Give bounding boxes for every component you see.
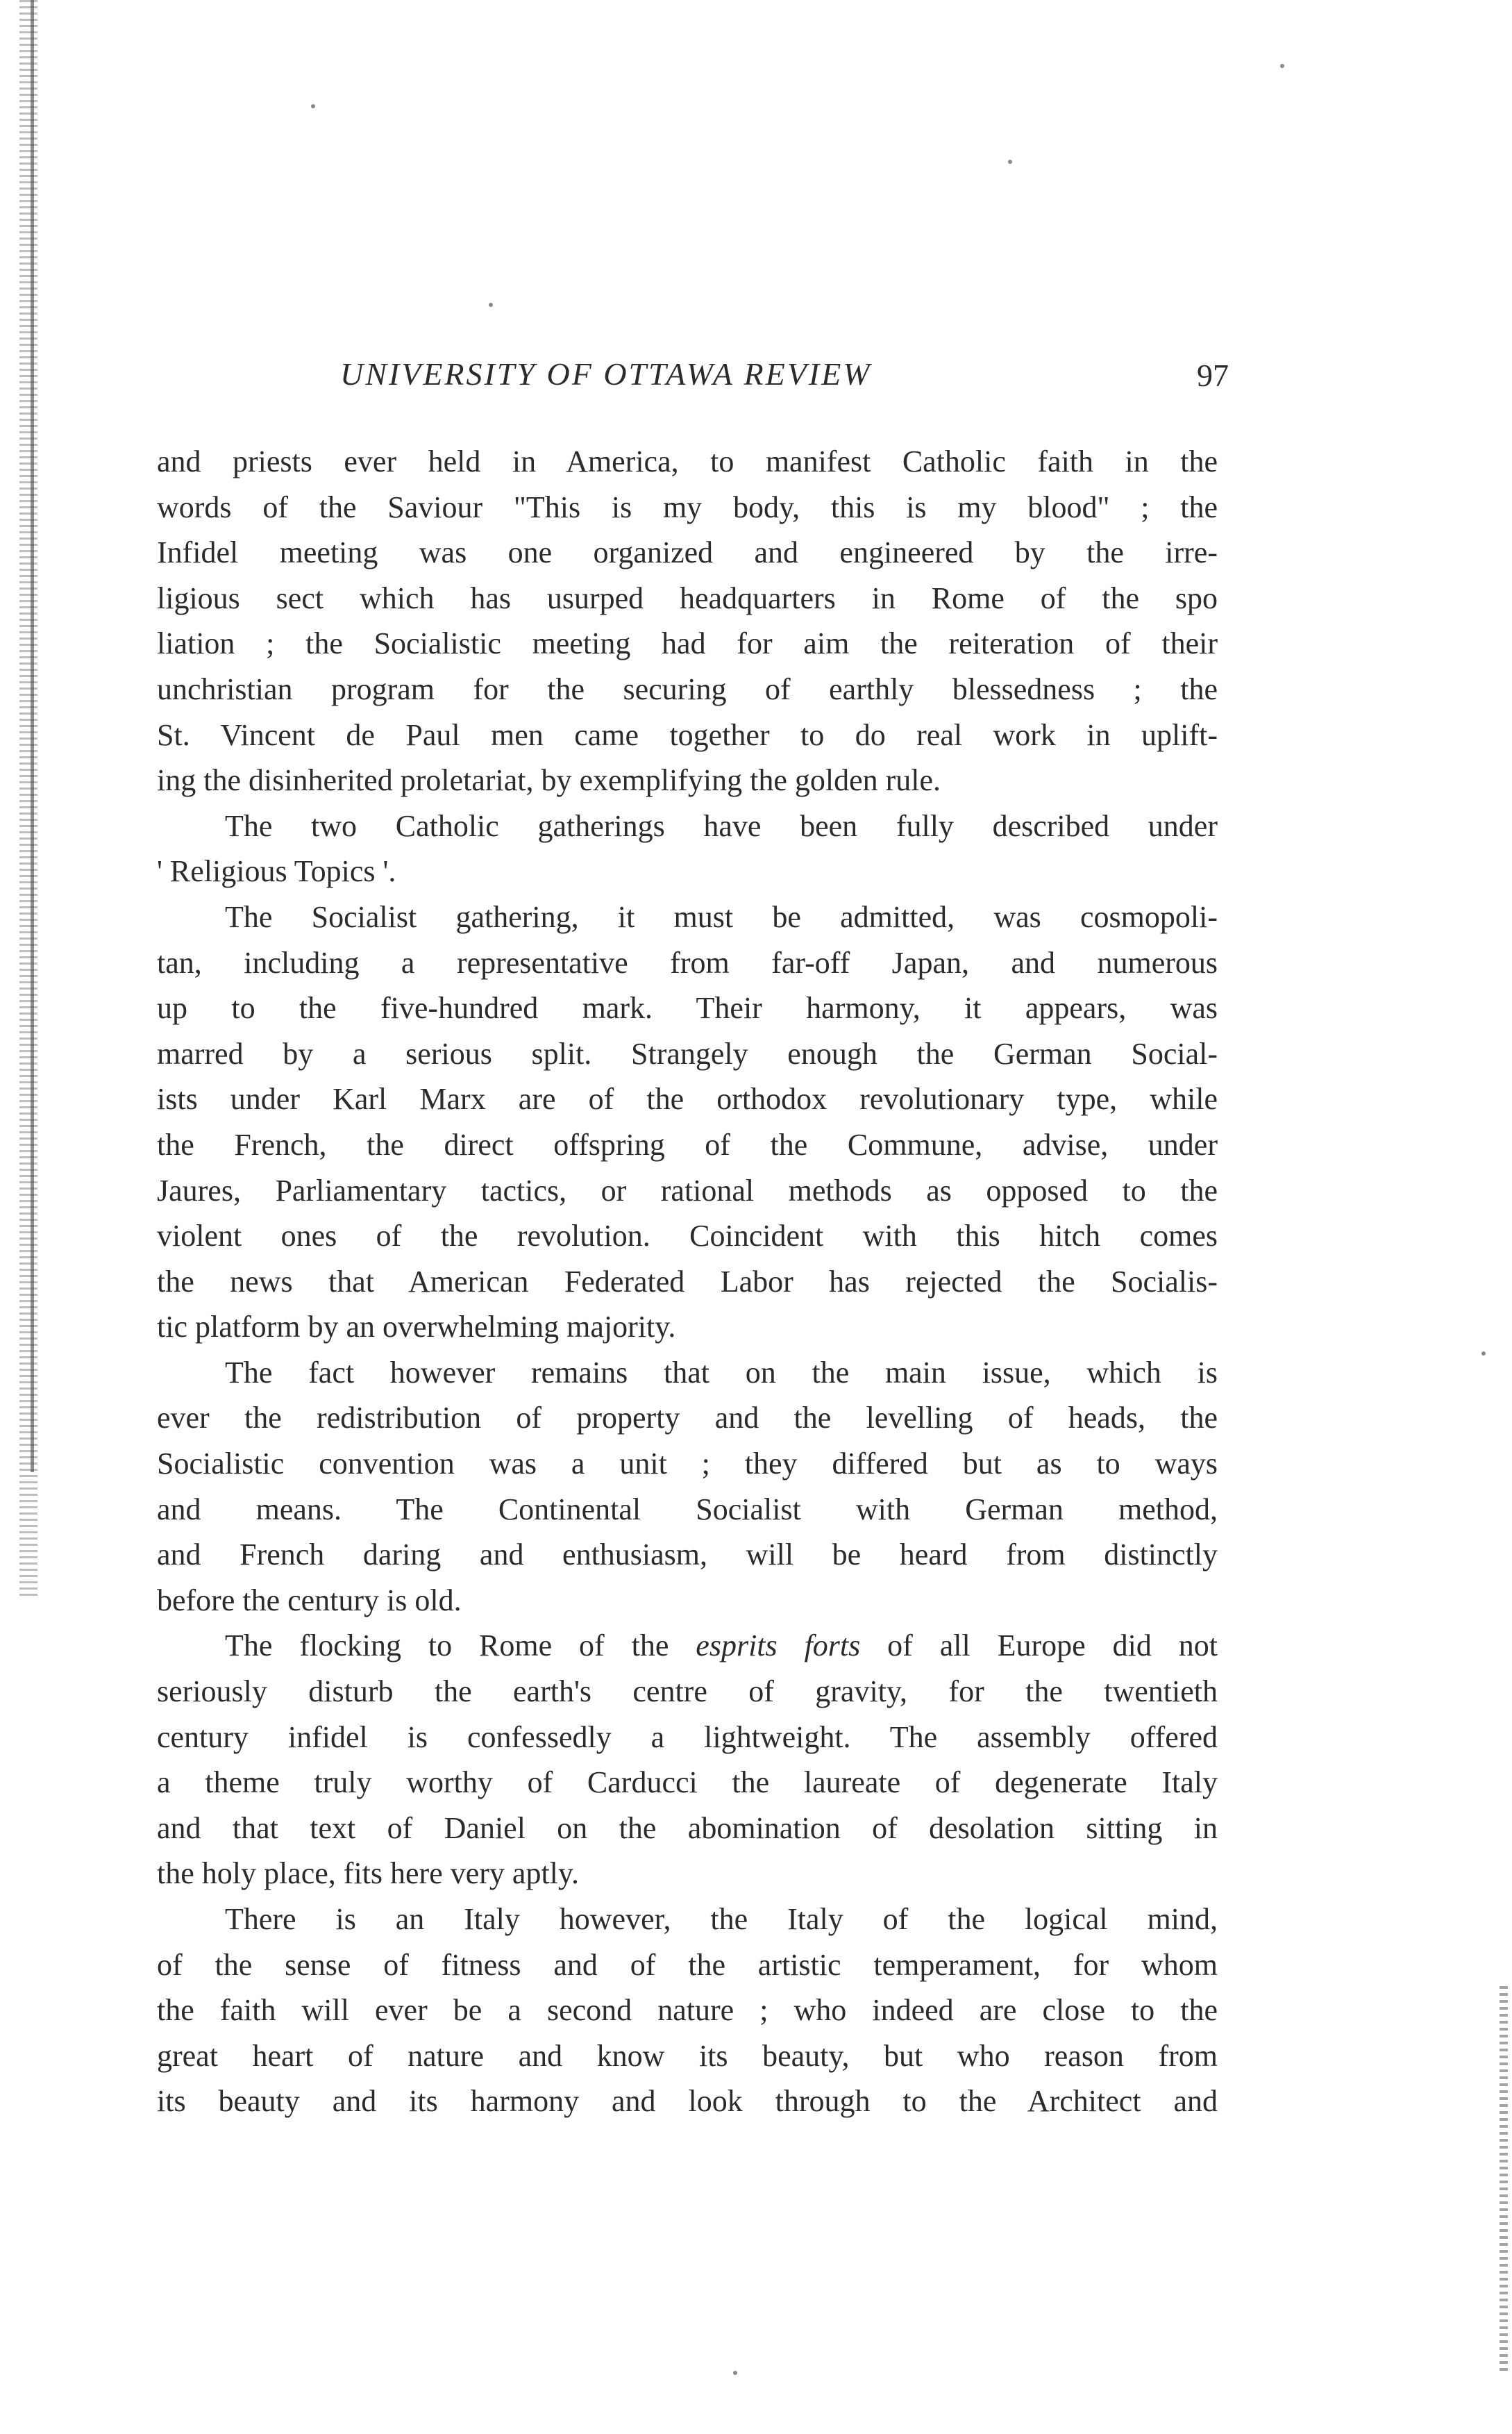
text-line: the news that American Federated Labor has rejected the Socialis- bbox=[157, 1264, 1218, 1299]
text-line: There is an Italy however, the Italy of the logical mind, bbox=[225, 1902, 1218, 1936]
text-line: its beauty and its harmony and look through to the Architect and bbox=[157, 2084, 1218, 2119]
text-line: words of the Saviour "This is my body, this is my blood" ; the bbox=[157, 490, 1218, 524]
text-line: a theme truly worthy of Carducci the laureate of degenerate Italy bbox=[157, 1765, 1218, 1800]
binding-line-left bbox=[31, 0, 34, 1472]
paragraph bbox=[157, 803, 1218, 894]
running-head-title: UNIVERSITY OF OTTAWA REVIEW bbox=[340, 356, 872, 392]
text-line: seriously disturb the earth's centre of gravity, for the twentieth bbox=[157, 1674, 1218, 1709]
text-line: century infidel is confessedly a lightweight. The assembly offered bbox=[157, 1719, 1218, 1754]
paragraph bbox=[157, 439, 1218, 803]
scan-speck bbox=[1280, 64, 1284, 68]
text-line: ing the disinherited proletariat, by exemplifying the golden rule. bbox=[157, 763, 941, 798]
text-line: great heart of nature and know its beauty, but who reason from bbox=[157, 2038, 1218, 2073]
text-line: the faith will ever be a second nature ; who indeed are close to the bbox=[157, 1993, 1218, 2028]
text-line: Infidel meeting was one organized and engineered by the irre- bbox=[157, 535, 1218, 570]
scan-speck bbox=[311, 104, 315, 108]
text-line: tan, including a representative from far-off Japan, and numerous bbox=[157, 945, 1218, 980]
paragraph bbox=[157, 894, 1218, 1350]
text-line: and French daring and enthusiasm, will be heard from distinctly bbox=[157, 1537, 1218, 1572]
text-line: the holy place, fits here very aptly. bbox=[157, 1856, 580, 1891]
text-line: of the sense of fitness and of the artistic temperament, for whom bbox=[157, 1947, 1218, 1982]
text-line: ligious sect which has usurped headquarters in Rome of the spo bbox=[157, 581, 1218, 615]
text-line: unchristian program for the securing of earthly blessedness ; the bbox=[157, 672, 1218, 706]
text-line: St. Vincent de Paul men came together to do real work in uplift- bbox=[157, 717, 1218, 752]
binding-edge-left bbox=[19, 0, 37, 1597]
text-line: The two Catholic gatherings have been fully described under bbox=[225, 808, 1218, 843]
text-line: marred by a serious split. Strangely enough the German Social- bbox=[157, 1036, 1218, 1071]
scan-speck bbox=[1481, 1351, 1486, 1356]
scan-speck bbox=[1008, 160, 1012, 164]
text-line: The flocking to Rome of the esprits forts of all Europe did not bbox=[225, 1628, 1218, 1663]
text-line: liation ; the Socialistic meeting had for aim the reiteration of their bbox=[157, 626, 1218, 661]
text-line: up to the five-hundred mark. Their harmony, it appears, was bbox=[157, 991, 1218, 1026]
text-line: and means. The Continental Socialist with German method, bbox=[157, 1492, 1218, 1526]
running-head bbox=[340, 356, 1229, 411]
paragraph bbox=[157, 1897, 1218, 2124]
text-line: violent ones of the revolution. Coincident with this hitch comes bbox=[157, 1219, 1218, 1253]
text-line: the French, the direct offspring of the Commune, advise, under bbox=[157, 1127, 1218, 1162]
text-line: and priests ever held in America, to manifest Catholic faith in the bbox=[157, 444, 1218, 478]
text-line: and that text of Daniel on the abomination of desolation sitting in bbox=[157, 1810, 1218, 1845]
text-line: The Socialist gathering, it must be admitted, was cosmopoli- bbox=[225, 899, 1218, 934]
text-line: before the century is old. bbox=[157, 1583, 462, 1617]
scan-speck bbox=[733, 2371, 737, 2375]
text-line: tic platform by an overwhelming majority. bbox=[157, 1310, 676, 1344]
binding-edge-right bbox=[1500, 1986, 1508, 2375]
text-line: Socialistic convention was a unit ; they differed but as to ways bbox=[157, 1447, 1218, 1481]
body-text bbox=[157, 439, 1218, 2124]
text-line: ever the redistribution of property and the levelling of heads, the bbox=[157, 1401, 1218, 1435]
text-line: ists under Karl Marx are of the orthodox revolutionary type, while bbox=[157, 1082, 1218, 1117]
text-line: Jaures, Parliamentary tactics, or rational methods as opposed to the bbox=[157, 1173, 1218, 1208]
paragraph bbox=[157, 1623, 1218, 1897]
scan-speck bbox=[489, 303, 493, 307]
paragraph bbox=[157, 1350, 1218, 1624]
italic-phrase: esprits forts bbox=[696, 1628, 861, 1663]
page-number: 97 bbox=[1197, 358, 1229, 393]
text-line: ' Religious Topics '. bbox=[157, 854, 396, 889]
text-line: The fact however remains that on the main issue, which is bbox=[225, 1355, 1218, 1390]
